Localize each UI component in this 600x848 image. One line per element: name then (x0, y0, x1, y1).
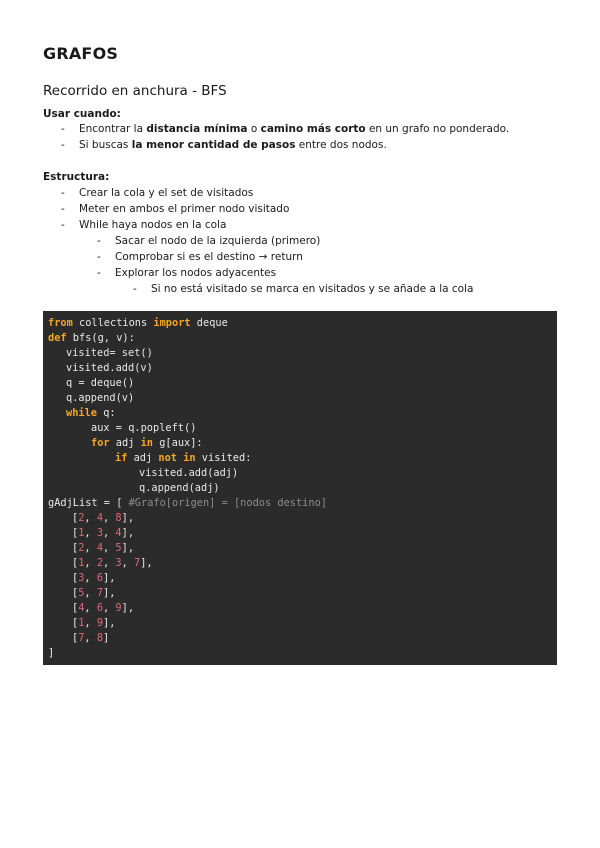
code-line: [5, 7], (72, 587, 116, 599)
structure-subitem-3: - Explorar los nodos adyacentes (97, 267, 277, 279)
code-number: 9 (96, 617, 104, 629)
code-line: visited= set() (66, 347, 153, 359)
code-number: 2 (78, 542, 85, 554)
code-line: while q: (66, 407, 116, 419)
page-title: GRAFOS (43, 44, 119, 63)
code-number: 4 (78, 602, 85, 614)
code-number: 8 (96, 632, 104, 644)
code-line: [1, 3, 4], (72, 527, 135, 539)
code-line: if adj not in visited: (115, 452, 252, 464)
code-number: 6 (96, 572, 104, 584)
code-number: 7 (78, 632, 85, 644)
structure-item-2: - Meter en ambos el primer nodo visitado (61, 203, 290, 215)
code-number: 3 (115, 557, 122, 569)
code-block (43, 311, 557, 665)
code-line: q.append(v) (66, 392, 135, 404)
code-number: 3 (78, 572, 85, 584)
use-when-item-1: - Encontrar la distancia mínima o camino más corto en un grafo no ponderado. (61, 123, 510, 135)
structure-subsubitem-1: - Si no está visitado se marca en visitados y se añade a la cola (133, 283, 474, 295)
use-when-label: Usar cuando: (43, 108, 121, 120)
code-line: gAdjList = [ #Grafo[origen] = [nodos destino] (48, 497, 327, 509)
code-number: 7 (134, 557, 141, 569)
code-line: [7, 8] (72, 632, 110, 644)
code-line: q = deque() (66, 377, 135, 389)
code-number: 5 (115, 542, 122, 554)
code-line: visited.add(v) (66, 362, 153, 374)
code-line: aux = q.popleft() (91, 422, 197, 434)
code-number: 5 (78, 587, 85, 599)
code-number: 4 (96, 542, 104, 554)
code-line: [2, 4, 5], (72, 542, 135, 554)
code-number: 4 (115, 527, 122, 539)
section-subtitle: Recorrido en anchura - BFS (43, 83, 227, 99)
structure-label: Estructura: (43, 171, 110, 183)
code-line: q.append(adj) (139, 482, 220, 494)
code-line: [3, 6], (72, 572, 116, 584)
use-when-item-2: - Si buscas la menor cantidad de pasos entre dos nodos. (61, 139, 387, 151)
structure-item-3: - While haya nodos en la cola (61, 219, 227, 231)
code-line: from collections import deque (48, 317, 228, 329)
code-number: 4 (96, 512, 104, 524)
code-number: 1 (78, 557, 85, 569)
code-line: visited.add(adj) (139, 467, 239, 479)
code-line: def bfs(g, v): (48, 332, 135, 344)
code-number: 3 (96, 527, 104, 539)
code-number: 9 (115, 602, 122, 614)
code-number: 1 (78, 527, 85, 539)
structure-subitem-1: - Sacar el nodo de la izquierda (primero) (97, 235, 321, 247)
code-line: ] (48, 647, 55, 659)
code-number: 2 (96, 557, 104, 569)
code-number: 8 (115, 512, 122, 524)
code-line: [1, 2, 3, 7], (72, 557, 153, 569)
code-line: for adj in g[aux]: (91, 437, 203, 449)
structure-subitem-2: - Comprobar si es el destino → return (97, 251, 303, 263)
code-number: 2 (78, 512, 85, 524)
structure-item-1: - Crear la cola y el set de visitados (61, 187, 254, 199)
code-line: [1, 9], (72, 617, 116, 629)
code-number: 6 (96, 602, 104, 614)
code-number: 1 (78, 617, 85, 629)
code-number: 7 (96, 587, 104, 599)
code-line: [4, 6, 9], (72, 602, 135, 614)
code-line: [2, 4, 8], (72, 512, 135, 524)
